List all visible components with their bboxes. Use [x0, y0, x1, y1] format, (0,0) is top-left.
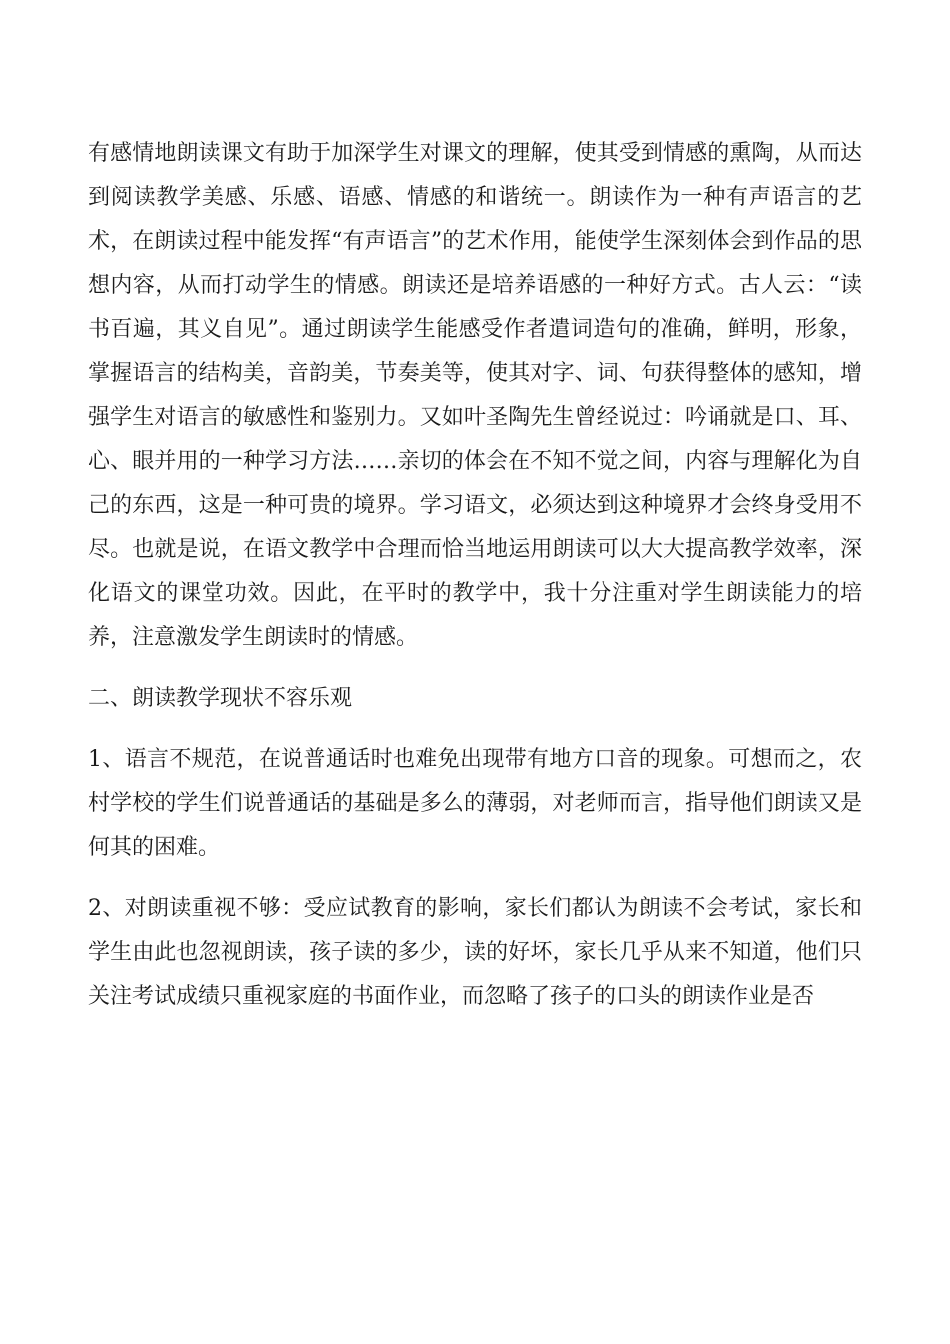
- section-heading: 二、朗读教学现状不容乐观: [88, 686, 353, 711]
- document-body: [88, 132, 862, 1019]
- body-paragraph: 有感情地朗读课文有助于加深学生对课文的理解，使其受到情感的熏陶，从而达到阅读教学美感、乐感、语感、情感的和谐统一。朗读作为一种有声语言的艺术，在朗读过程中能发挥“有声语言”的艺术作用，能使学生深刻体会到作品的思想内容，从而打动学生的情感。朗读还是培养语感的一种好方式。古人云：“读书百遍，其义自见”。通过朗读学生能感受作者遣词造句的准确，鲜明，形象，掌握语言的结构美，音韵美，节奏美等，使其对字、词、句获得整体的感知，增强学生对语言的敏感性和鉴别力。又如叶圣陶先生曾经说过：吟诵就是口、耳、心、眼并用的一种学习方法……亲切的体会在不知不觉之间，内容与理解化为自己的东西，这是一种可贵的境界。学习语文，必须达到这种境界才会终身受用不尽。也就是说，在语文教学中合理而恰当地运用朗读可以大大提高教学效率，深化语文的课堂功效。因此，在平时的教学中，我十分注重对学生朗读能力的培养，注意激发学生朗读时的情感。: [88, 141, 862, 650]
- list-item-paragraph: 1、语言不规范，在说普通话时也难免出现带有地方口音的现象。可想而之，农村学校的学生们说普通话的基础是多么的薄弱，对老师而言，指导他们朗读又是何其的困难。: [88, 747, 862, 860]
- list-item-paragraph: 2、对朗读重视不够：受应试教育的影响，家长们都认为朗读不会考试，家长和学生由此也忽视朗读，孩子读的多少，读的好坏，家长几乎从来不知道，他们只关注考试成绩只重视家庭的书面作业，而忽略了孩子的口头的朗读作业是否: [88, 896, 862, 1009]
